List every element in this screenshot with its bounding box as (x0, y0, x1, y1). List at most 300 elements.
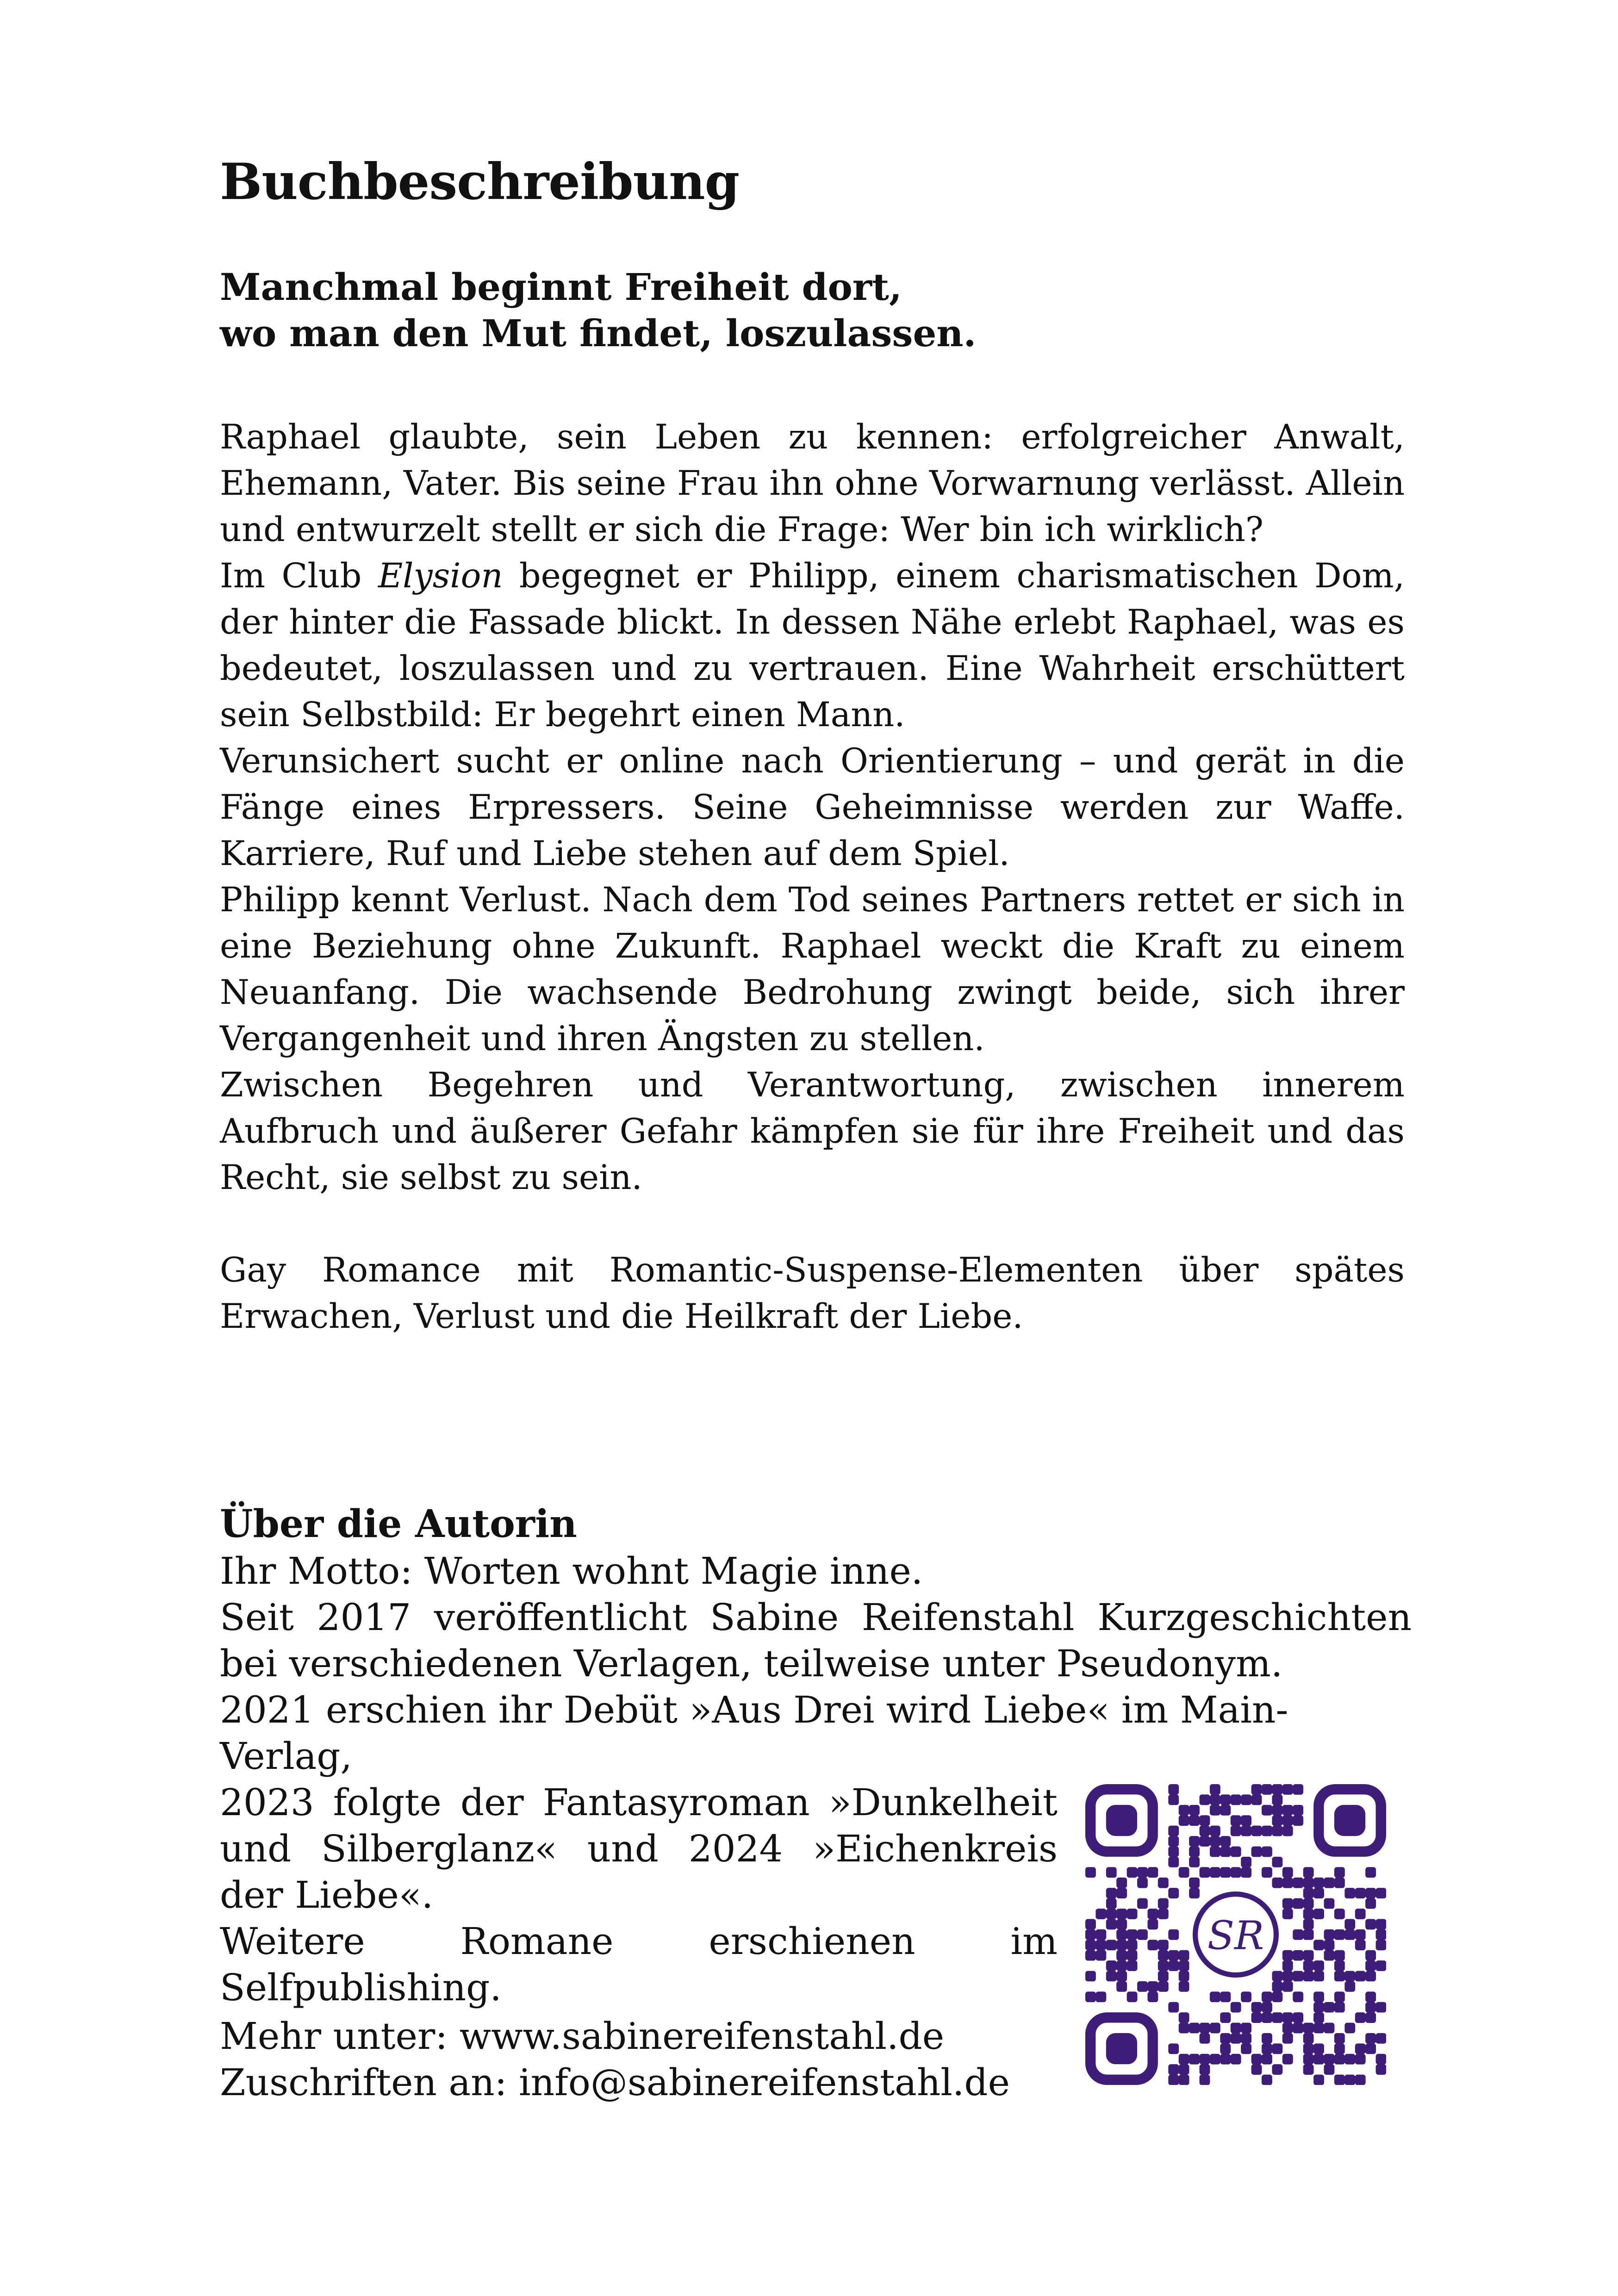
qr-module (1365, 1888, 1376, 1898)
qr-module (1293, 1784, 1303, 1795)
qr-module (1272, 1805, 1282, 1816)
qr-module (1179, 1950, 1189, 1961)
qr-module (1303, 1971, 1314, 1981)
qr-module (1262, 2075, 1272, 2085)
qr-module (1179, 1805, 1189, 1816)
qr-module (1355, 2043, 1366, 2054)
qr-module (1158, 1971, 1169, 1981)
qr-module (1324, 1940, 1335, 1950)
qr-module (1344, 2023, 1355, 2034)
qr-module (1127, 1960, 1138, 1971)
qr-module (1262, 2054, 1272, 2065)
qr-module (1158, 1878, 1169, 1888)
qr-code-icon[interactable] (1085, 1784, 1386, 2085)
qr-module (1365, 1960, 1376, 1971)
qr-module (1334, 2043, 1345, 2054)
qr-module (1376, 2054, 1386, 2065)
qr-module (1220, 1867, 1231, 1878)
tagline-line-2: wo man den Mut findet, loszulassen. (220, 311, 977, 355)
qr-module (1272, 1794, 1282, 1805)
qr-module (1334, 2002, 1345, 2013)
qr-module (1251, 2054, 1262, 2065)
qr-module (1116, 1929, 1127, 1940)
qr-module (1313, 1878, 1324, 1888)
qr-module (1168, 2002, 1179, 2013)
qr-module (1293, 1991, 1303, 2002)
qr-module (1179, 1867, 1189, 1878)
qr-module (1179, 2075, 1189, 2085)
email-link[interactable]: info@sabinereifenstahl.de (518, 2061, 1010, 2104)
qr-module (1355, 1971, 1366, 1981)
qr-module (1303, 1929, 1314, 1940)
qr-module (1262, 2043, 1272, 2054)
qr-module (1137, 1878, 1148, 1888)
description-paragraph-2 (220, 553, 1405, 738)
qr-module (1365, 1867, 1376, 1878)
qr-module (1344, 1919, 1355, 1929)
qr-module (1179, 2054, 1189, 2065)
qr-module (1272, 1991, 1282, 2002)
qr-module (1200, 1815, 1210, 1826)
qr-module (1137, 1867, 1148, 1878)
description-paragraph-5: Zwischen Begehren und Verantwortung, zwischen innerem Aufbruch und äußerer Gefahr kämpfen sie für ihre Freiheit und das Recht, sie selbst zu sein. (220, 1065, 1405, 1197)
qr-module (1313, 2043, 1324, 2054)
qr-module (1251, 1846, 1262, 1857)
description-club-rest: begegnet er Philipp, einem charismatischen Dom, der hinter die Fassade blickt. In dessen Nähe erlebt Raphael, was es bedeutet, loszulassen und zu vertrauen. Eine Wahrheit erschüttert sein Selbstbild: Er begehrt einen Mann. (220, 556, 1405, 734)
qr-module (1189, 1846, 1200, 1857)
qr-module (1272, 2064, 1282, 2075)
qr-module (1344, 1971, 1355, 1981)
qr-module (1095, 1950, 1106, 1961)
qr-module (1334, 1909, 1345, 1919)
qr-module (1220, 1846, 1231, 1857)
qr-module (1272, 2012, 1282, 2023)
qr-module (1127, 1940, 1138, 1950)
qr-module (1355, 1888, 1366, 1898)
qr-module (1220, 2043, 1231, 2054)
qr-module (1085, 1971, 1096, 1981)
author-paragraph-1: Seit 2017 veröffentlicht Sabine Reifenstahl Kurzgeschichten bei verschiedenen Verlagen, teilweise unter Pseudonym. (220, 1596, 1412, 1685)
qr-module (1303, 1950, 1314, 1961)
qr-module (1231, 2002, 1241, 2013)
qr-module (1168, 1784, 1179, 1795)
qr-module (1200, 2054, 1210, 2065)
qr-module (1313, 2002, 1324, 2013)
author-paragraph-3: Weitere Romane erschienen im Selfpublishing. (220, 1920, 1058, 2009)
qr-module (1313, 2012, 1324, 2023)
qr-finder-bottom-left (1090, 2017, 1152, 2079)
qr-module (1210, 1846, 1220, 1857)
qr-module (1158, 1909, 1169, 1919)
qr-module (1127, 1929, 1138, 1940)
qr-module (1344, 1888, 1355, 1898)
qr-module (1179, 1815, 1189, 1826)
qr-module (1220, 2033, 1231, 2044)
qr-module (1344, 1929, 1355, 1940)
qr-module (1303, 1878, 1314, 1888)
qr-module (1231, 1794, 1241, 1805)
qr-finder-top-right (1319, 1789, 1381, 1851)
qr-module (1251, 2002, 1262, 2013)
qr-module (1262, 2002, 1272, 2013)
qr-module (1376, 1960, 1386, 1971)
qr-module (1282, 1981, 1293, 1992)
qr-module (1334, 1991, 1345, 2002)
qr-module (1168, 1960, 1179, 1971)
qr-module (1231, 2054, 1241, 2065)
qr-module (1241, 2023, 1251, 2034)
qr-module (1095, 1940, 1106, 1950)
qr-module (1116, 1888, 1127, 1898)
qr-module (1241, 1991, 1251, 2002)
qr-module (1200, 2033, 1210, 2044)
qr-module (1313, 1940, 1324, 1950)
qr-module (1220, 1836, 1231, 1847)
qr-module (1241, 2033, 1251, 2044)
qr-module (1282, 1784, 1293, 1795)
qr-module (1303, 2033, 1314, 2044)
qr-module (1147, 1940, 1158, 1950)
qr-module (1189, 1878, 1200, 1888)
qr-module (1282, 1960, 1293, 1971)
qr-module (1313, 1888, 1324, 1898)
qr-finder-top-left (1090, 1789, 1152, 1851)
qr-module (1344, 2075, 1355, 2085)
qr-module (1313, 2075, 1324, 2085)
qr-module (1282, 2023, 1293, 2034)
qr-module (1282, 1971, 1293, 1981)
qr-module (1376, 2033, 1386, 2044)
qr-module (1220, 1794, 1231, 1805)
qr-module (1365, 2033, 1376, 2044)
qr-module (1272, 1784, 1282, 1795)
qr-module (1262, 1867, 1272, 1878)
qr-module (1189, 1888, 1200, 1898)
qr-module (1334, 1867, 1345, 1878)
qr-module (1272, 2043, 1282, 2054)
qr-module (1334, 1929, 1345, 1940)
qr-module (1116, 1950, 1127, 1961)
website-link[interactable]: www.sabinereifenstahl.de (459, 2015, 945, 2058)
qr-module (1334, 1950, 1345, 1961)
qr-module (1241, 2043, 1251, 2054)
description-paragraph-3: Verunsichert sucht er online nach Orientierung – und gerät in die Fänge eines Erpressers. Seine Geheimnisse werden zur Waffe. Karriere, Ruf und Liebe stehen auf dem Spiel. (220, 741, 1405, 873)
qr-module (1293, 1815, 1303, 1826)
qr-module (1293, 1878, 1303, 1888)
qr-module (1376, 2064, 1386, 2075)
qr-module (1251, 1794, 1262, 1805)
qr-module (1241, 1857, 1251, 1867)
qr-module (1334, 2075, 1345, 2085)
qr-module (1272, 1981, 1282, 1992)
qr-module (1210, 2054, 1220, 2065)
qr-module (1168, 1794, 1179, 1805)
qr-module (1282, 1867, 1293, 1878)
about-author-heading: Über die Autorin (220, 1502, 577, 1546)
qr-module (1355, 2054, 1366, 2065)
qr-module (1189, 1815, 1200, 1826)
qr-module (1116, 1919, 1127, 1929)
qr-module (1168, 1888, 1179, 1898)
qr-module (1179, 1971, 1189, 1981)
qr-module (1210, 1836, 1220, 1847)
qr-module (1189, 1805, 1200, 1816)
qr-module (1200, 2064, 1210, 2075)
qr-module (1272, 1857, 1282, 1867)
genre-summary: Gay Romance mit Romantic-Suspense-Elementen über spätes Erwachen, Verlust und die Heilkraft der Liebe. (220, 1251, 1405, 1336)
qr-module (1313, 1960, 1324, 1971)
qr-module (1365, 1971, 1376, 1981)
qr-module (1231, 1815, 1241, 1826)
qr-module (1376, 1919, 1386, 1929)
qr-monogram-badge (1188, 1887, 1283, 1982)
qr-module (1303, 1960, 1314, 1971)
qr-module (1355, 2012, 1366, 2023)
qr-module (1262, 1805, 1272, 1816)
qr-module (1293, 1971, 1303, 1981)
qr-module (1116, 1878, 1127, 1888)
qr-module (1210, 1784, 1220, 1795)
tagline (220, 264, 1423, 356)
qr-module (1324, 2002, 1335, 2013)
qr-module (1365, 2002, 1376, 2013)
qr-module (1116, 1981, 1127, 1992)
qr-module (1272, 1878, 1282, 1888)
qr-module (1220, 2054, 1231, 2065)
qr-module (1168, 2043, 1179, 2054)
qr-module (1324, 1898, 1335, 1909)
description-paragraph-1: Raphael glaubte, sein Leben zu kennen: erfolgreicher Anwalt, Ehemann, Vater. Bis seine Frau ihn ohne Vorwarnung verlässt. Allein und entwurzelt stellt er sich die Frage: Wer bin ich wirklich? (220, 417, 1405, 549)
qr-module (1251, 2012, 1262, 2023)
qr-module (1324, 1878, 1335, 1888)
qr-module (1293, 2012, 1303, 2023)
qr-module (1241, 1815, 1251, 1826)
qr-module (1365, 2043, 1376, 2054)
qr-module (1231, 2033, 1241, 2044)
qr-module (1303, 1888, 1314, 1898)
qr-module (1200, 1836, 1210, 1847)
qr-module (1293, 1805, 1303, 1816)
qr-module (1200, 1794, 1210, 1805)
qr-module (1158, 1950, 1169, 1961)
qr-module (1334, 2033, 1345, 2044)
qr-module (1376, 1929, 1386, 1940)
qr-module (1282, 2033, 1293, 2044)
club-name: Elysion (378, 556, 503, 596)
qr-module (1262, 1784, 1272, 1795)
qr-module (1365, 1950, 1376, 1961)
qr-module (1106, 1898, 1117, 1909)
qr-module (1127, 1867, 1138, 1878)
qr-module (1251, 2064, 1262, 2075)
qr-module (1231, 1826, 1241, 1836)
qr-module (1106, 1867, 1117, 1878)
qr-module (1106, 1919, 1117, 1929)
qr-module (1168, 1826, 1179, 1836)
qr-module (1147, 1867, 1158, 1878)
qr-module (1262, 1846, 1272, 1857)
qr-module (1293, 1898, 1303, 1909)
qr-module (1313, 1991, 1324, 2002)
qr-module (1344, 1981, 1355, 1992)
qr-module (1231, 1846, 1241, 1857)
qr-module (1303, 2023, 1314, 2034)
qr-module (1262, 2033, 1272, 2044)
qr-module (1365, 1919, 1376, 1929)
qr-module (1189, 2023, 1200, 2034)
author-motto: Ihr Motto: Worten wohnt Magie inne. (220, 1549, 923, 1593)
qr-module (1303, 1909, 1314, 1919)
qr-module (1241, 1867, 1251, 1878)
qr-module (1137, 1981, 1148, 1992)
qr-module (1095, 1909, 1106, 1919)
qr-module (1210, 1867, 1220, 1878)
qr-module (1334, 2054, 1345, 2065)
qr-module (1355, 1940, 1366, 1950)
qr-module (1251, 1826, 1262, 1836)
qr-module (1303, 1919, 1314, 1929)
qr-module (1334, 1878, 1345, 1888)
qr-monogram-text: SR (1207, 1913, 1264, 1959)
qr-module (1158, 1981, 1169, 1992)
qr-module (1355, 1929, 1366, 1940)
qr-module (1241, 1826, 1251, 1836)
qr-module (1200, 2023, 1210, 2034)
qr-module (1085, 1867, 1096, 1878)
qr-module (1168, 2075, 1179, 2085)
qr-module (1200, 1867, 1210, 1878)
qr-module (1334, 1971, 1345, 1981)
qr-module (1085, 1919, 1096, 1929)
qr-module (1313, 1971, 1324, 1981)
qr-module (1303, 2043, 1314, 2054)
qr-module (1147, 1991, 1158, 2002)
qr-module (1313, 1909, 1324, 1919)
qr-module (1282, 2054, 1293, 2065)
book-description (220, 414, 1405, 1201)
qr-module (1116, 1940, 1127, 1950)
qr-module (1376, 2002, 1386, 2013)
author-paragraph-2a: 2021 erschien ihr Debüt »Aus Drei wird Liebe« im Main-Verlag, (220, 1688, 1288, 1778)
qr-module (1179, 1960, 1189, 1971)
qr-module (1189, 1857, 1200, 1867)
qr-module (1293, 1950, 1303, 1961)
qr-module (1324, 1950, 1335, 1961)
qr-module (1334, 1960, 1345, 1971)
qr-module (1241, 1794, 1251, 1805)
qr-module (1231, 1867, 1241, 1878)
qr-module (1127, 1991, 1138, 2002)
qr-module (1168, 1846, 1179, 1857)
qr-module (1282, 2012, 1293, 2023)
qr-module (1200, 1826, 1210, 1836)
qr-module (1147, 1909, 1158, 1919)
qr-module (1179, 2012, 1189, 2023)
qr-module (1220, 2012, 1231, 2023)
qr-module (1282, 1950, 1293, 1961)
qr-module (1220, 1805, 1231, 1816)
qr-module (1355, 2075, 1366, 2085)
qr-module (1282, 1898, 1293, 1909)
qr-module (1376, 1940, 1386, 1950)
qr-module (1282, 1909, 1293, 1919)
qr-module (1365, 2012, 1376, 2023)
qr-module (1282, 1805, 1293, 1816)
qr-module (1189, 2054, 1200, 2065)
qr-module (1272, 1971, 1282, 1981)
qr-module (1085, 1950, 1096, 1961)
qr-module (1085, 1940, 1096, 1950)
qr-module (1095, 1991, 1106, 2002)
qr-module (1116, 1971, 1127, 1981)
qr-module (1085, 1991, 1096, 2002)
qr-module (1116, 1909, 1127, 1919)
author-paragraph-2b: 2023 folgte der Fantasyroman »Dunkelheit und Silberglanz« und 2024 »Eichenkreis der Liebe«. (220, 1781, 1058, 1916)
description-paragraph-4: Philipp kennt Verlust. Nach dem Tod seines Partners rettet er sich in eine Beziehung ohne Zukunft. Raphael weckt die Kraft zu einem Neuanfang. Die wachsende Bedrohung zwingt beide, sich ihrer Vergangenheit und ihren Ängsten zu stellen. (220, 880, 1405, 1058)
qr-module (1272, 1826, 1282, 1836)
description-club-intro: Im Club (220, 556, 378, 596)
qr-module (1324, 1929, 1335, 1940)
qr-module (1262, 1826, 1272, 1836)
qr-module (1313, 2023, 1324, 2034)
page-title: Buchbeschreibung (220, 153, 740, 211)
qr-module (1282, 1815, 1293, 1826)
qr-module (1200, 2075, 1210, 2085)
qr-module (1282, 1826, 1293, 1836)
qr-module (1272, 1815, 1282, 1826)
qr-module (1168, 1836, 1179, 1847)
qr-module (1282, 1878, 1293, 1888)
qr-module (1085, 1929, 1096, 1940)
qr-module (1262, 2012, 1272, 2023)
qr-module (1324, 2064, 1335, 2075)
qr-module (1106, 1909, 1117, 1919)
qr-module (1158, 1898, 1169, 1909)
qr-module (1210, 1805, 1220, 1816)
qr-module (1106, 1960, 1117, 1971)
qr-module (1210, 1826, 1220, 1836)
qr-module (1158, 1940, 1169, 1950)
qr-module (1158, 1960, 1169, 1971)
qr-module (1251, 1784, 1262, 1795)
qr-module (1231, 2023, 1241, 2034)
qr-module (1324, 2023, 1335, 2034)
qr-module (1127, 1950, 1138, 1961)
qr-module (1293, 1929, 1303, 1940)
qr-module (1179, 2064, 1189, 2075)
qr-module (1179, 2023, 1189, 2034)
qr-module (1210, 1991, 1220, 2002)
qr-module (1168, 2064, 1179, 2075)
qr-module (1127, 1909, 1138, 1919)
qr-module (1324, 2054, 1335, 2065)
qr-module (1376, 1888, 1386, 1898)
qr-module (1220, 1991, 1231, 2002)
qr-module (1137, 1929, 1148, 1940)
qr-module (1106, 1940, 1117, 1950)
qr-module (1189, 1836, 1200, 1847)
qr-module (1147, 1919, 1158, 1929)
qr-module (1210, 1794, 1220, 1805)
email-label: Zuschriften an: (220, 2061, 519, 2104)
website-label: Mehr unter: (220, 2015, 460, 2058)
qr-module (1365, 1898, 1376, 1909)
qr-module (1147, 1981, 1158, 1992)
tagline-line-1: Manchmal beginnt Freiheit dort, (220, 265, 902, 309)
qr-module (1303, 2064, 1314, 2075)
qr-module (1168, 1950, 1179, 1961)
qr-module (1355, 1909, 1366, 1919)
